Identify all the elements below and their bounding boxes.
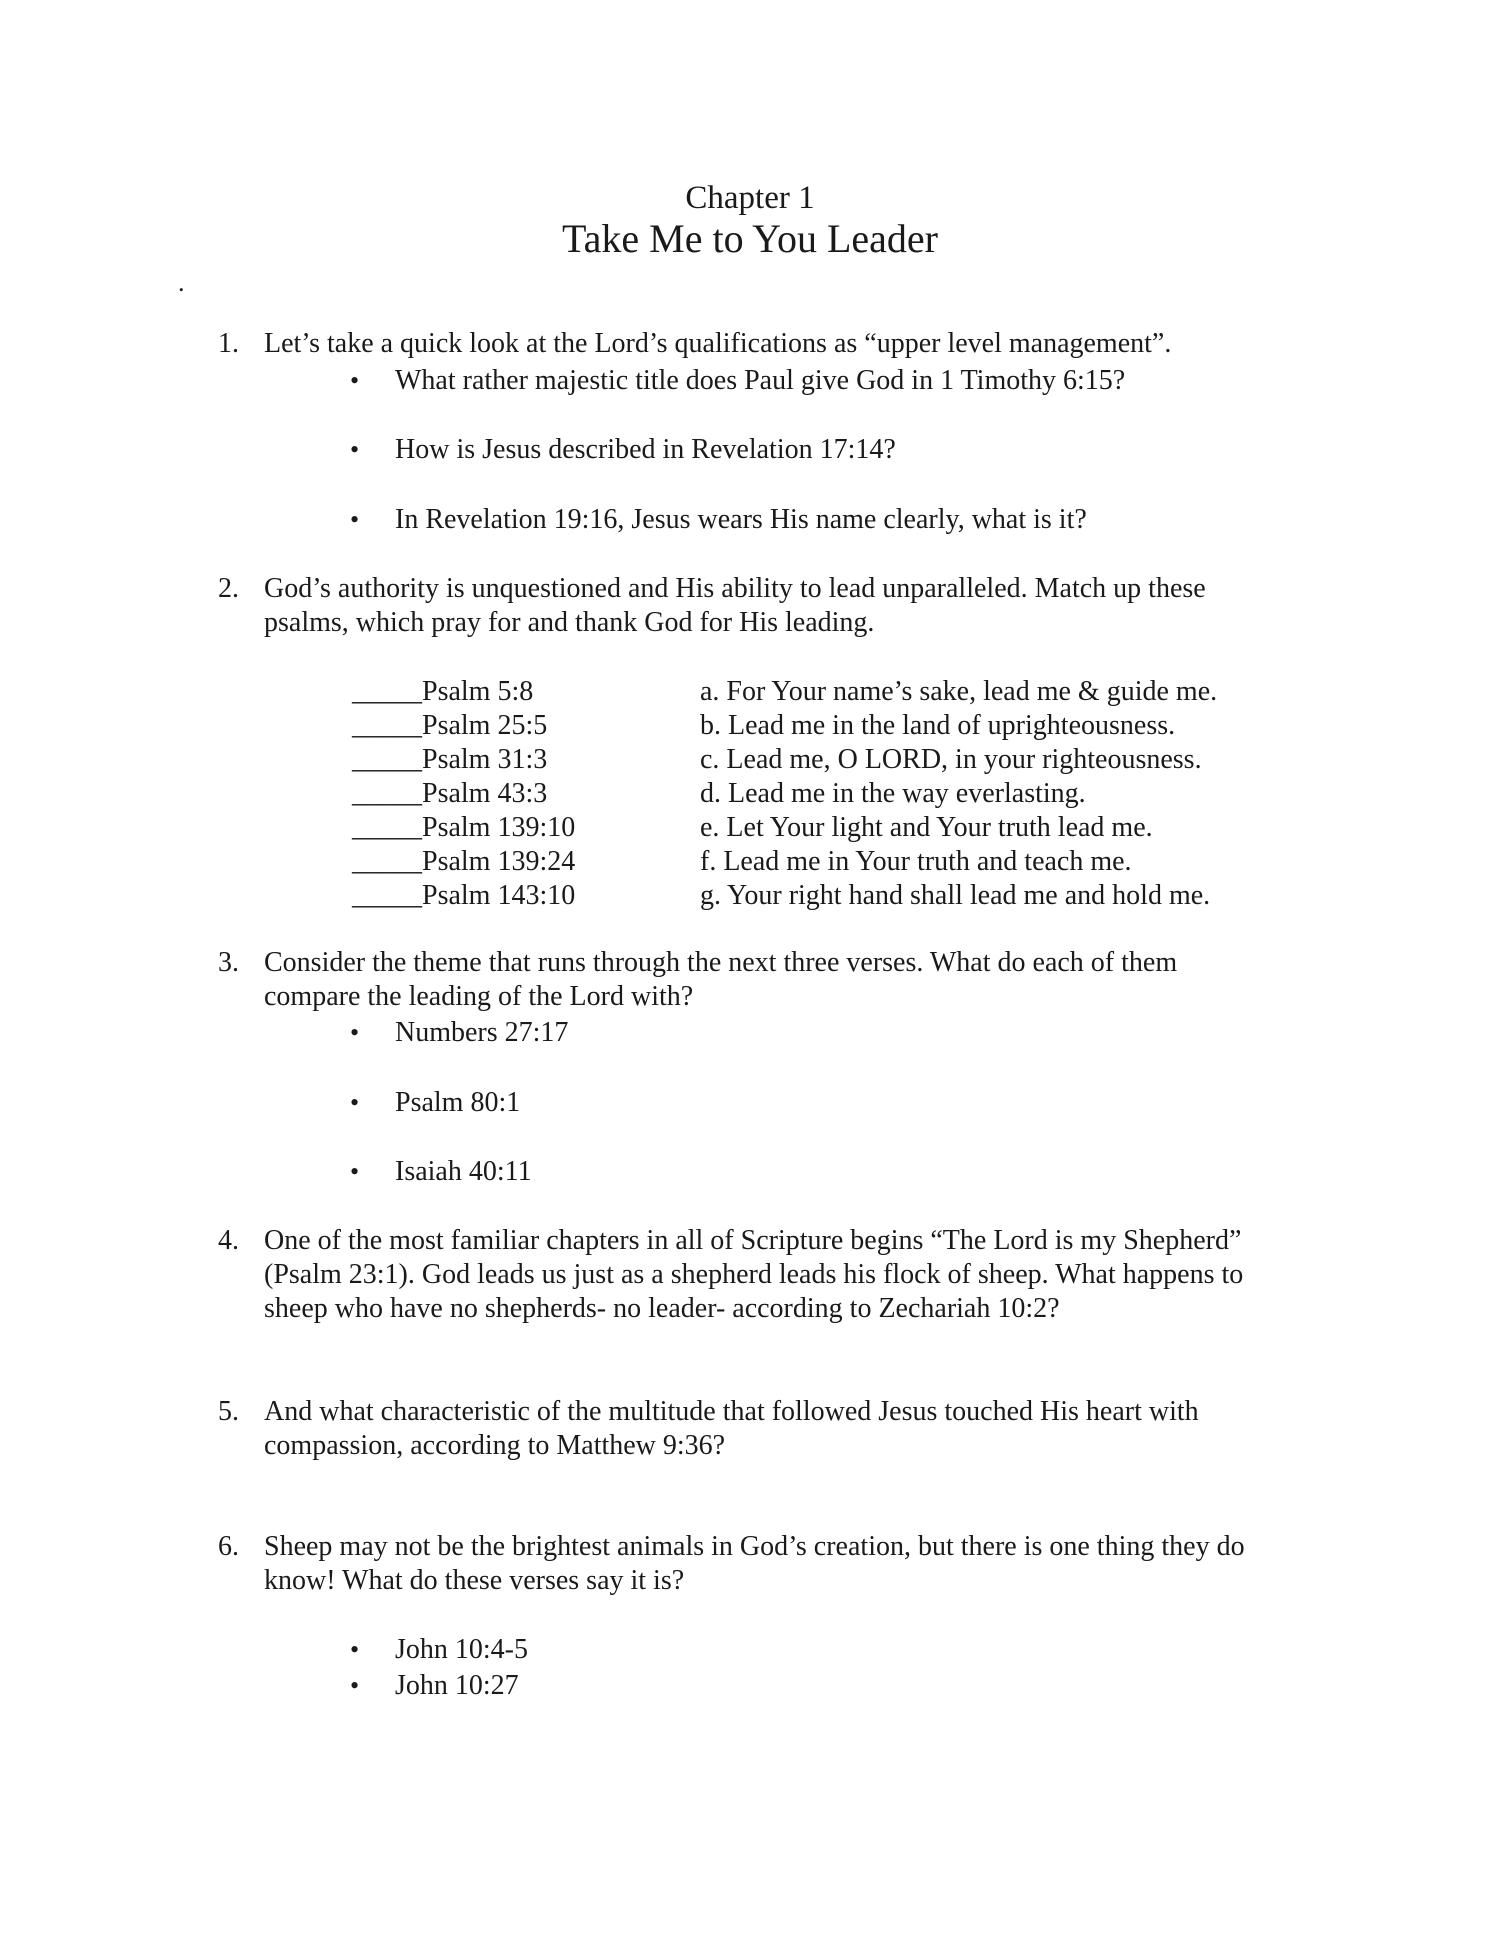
match-verse: a. For Your name’s sake, lead me & guide me. [700,676,1218,707]
bullet-item: What rather majestic title does Paul give God in 1 Timothy 6:15? [395,365,1126,396]
question-text: sheep who have no shepherds- no leader- according to Zechariah 10:2? [264,1293,1060,1324]
match-verse: d. Lead me in the way everlasting. [700,778,1086,809]
bullet-item: John 10:4-5 [395,1634,528,1665]
bullet-item: In Revelation 19:16, Jesus wears His name clearly, what is it? [395,504,1087,535]
match-psalm: _____Psalm 25:5 [352,710,548,741]
question-number: 5. [218,1396,239,1427]
question-number: 4. [218,1225,239,1256]
question-number: 2. [218,573,239,604]
match-verse: e. Let Your light and Your truth lead me. [700,812,1153,843]
bullet-item: Numbers 27:17 [395,1017,569,1048]
match-psalm: _____Psalm 139:24 [352,846,576,877]
match-verse: g. Your right hand shall lead me and hold me. [700,880,1211,911]
match-verse: f. Lead me in Your truth and teach me. [700,846,1132,877]
question-text: compassion, according to Matthew 9:36? [264,1430,726,1461]
question-text: Sheep may not be the brightest animals in God’s creation, but there is one thing they do [264,1531,1245,1562]
bullet-item: Isaiah 40:11 [395,1156,532,1187]
stray-mark: . [178,268,185,297]
question-text: Consider the theme that runs through the next three verses. What do each of them [264,947,1178,978]
bullet-icon: • [350,1635,360,1664]
question-number: 1. [218,328,239,359]
question-text: God’s authority is unquestioned and His ability to lead unparalleled. Match up these [264,573,1206,604]
match-psalm: _____Psalm 43:3 [352,778,548,809]
bullet-item: John 10:27 [395,1670,519,1701]
question-text: Let’s take a quick look at the Lord’s qualifications as “upper level management”. [264,328,1172,359]
question-text: psalms, which pray for and thank God for His leading. [264,607,875,638]
question-text: know! What do these verses say it is? [264,1565,685,1596]
question-text: And what characteristic of the multitude that followed Jesus touched His heart with [264,1396,1199,1427]
match-psalm: _____Psalm 31:3 [352,744,548,775]
bullet-item: How is Jesus described in Revelation 17:14? [395,434,896,465]
bullet-item: Psalm 80:1 [395,1087,521,1118]
question-text: One of the most familiar chapters in all of Scripture begins “The Lord is my Shepherd” [264,1225,1242,1256]
match-verse: c. Lead me, O LORD, in your righteousness. [700,744,1202,775]
bullet-icon: • [350,1018,360,1047]
bullet-icon: • [350,505,360,534]
question-text: (Psalm 23:1). God leads us just as a shepherd leads his flock of sheep. What happens to [264,1259,1244,1290]
bullet-icon: • [350,1088,360,1117]
match-psalm: _____Psalm 5:8 [352,676,534,707]
bullet-icon: • [350,1157,360,1186]
question-number: 6. [218,1531,239,1562]
match-psalm: _____Psalm 143:10 [352,880,576,911]
question-number: 3. [218,947,239,978]
match-psalm: _____Psalm 139:10 [352,812,576,843]
chapter-label: Chapter 1 [685,180,815,216]
bullet-icon: • [350,366,360,395]
bullet-icon: • [350,1671,360,1700]
page-title: Take Me to You Leader [562,216,938,261]
bullet-icon: • [350,435,360,464]
match-verse: b. Lead me in the land of uprighteousness. [700,710,1176,741]
question-text: compare the leading of the Lord with? [264,981,694,1012]
